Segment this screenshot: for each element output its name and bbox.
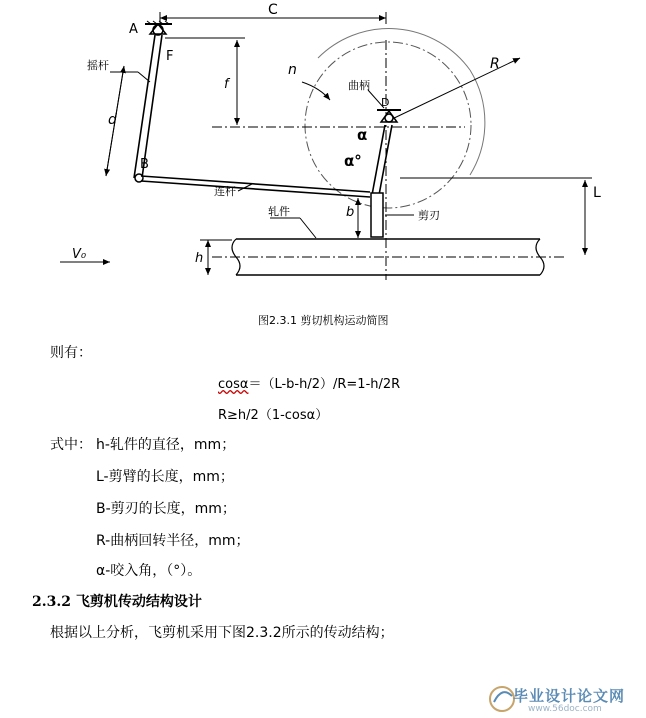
variable-r: R-曲柄回转半径，mm； xyxy=(96,533,250,549)
body-paragraph: 根据以上分析，飞剪机采用下图2.3.2所示的传动结构； xyxy=(50,625,394,641)
label-crank: 曲柄 xyxy=(348,79,370,92)
connecting-rod xyxy=(141,176,370,197)
where-label: 式中： xyxy=(50,437,92,453)
label-d-point: D xyxy=(381,96,390,109)
watermark-title: 毕业设计论文网 xyxy=(513,687,626,705)
label-f-point: F xyxy=(166,49,174,64)
dimension-f xyxy=(165,38,245,125)
label-workpiece: 轧件 xyxy=(268,205,290,218)
label-b-point: B xyxy=(140,157,149,172)
radius-line xyxy=(390,58,520,120)
label-f: f xyxy=(224,77,229,92)
variable-l: L-剪臂的长度，mm； xyxy=(96,469,234,485)
pivot-a xyxy=(145,21,172,35)
figure-caption: 图2.3.1 剪切机构运动简图 xyxy=(258,314,389,327)
mechanism-diagram xyxy=(0,0,646,300)
label-h: h xyxy=(195,251,204,266)
variable-h: h-轧件的直径，mm； xyxy=(96,437,236,453)
watermark-url: www.56doc.com xyxy=(528,704,602,714)
variable-b: B-剪刃的长度，mm； xyxy=(96,501,236,517)
intro-text: 则有： xyxy=(50,345,92,361)
label-a: A xyxy=(129,22,138,37)
equation-1-cos: cosα xyxy=(218,377,249,392)
label-v0: V₀ xyxy=(72,247,87,262)
label-rocker: 摇杆 xyxy=(87,59,109,72)
label-b: b xyxy=(346,205,355,220)
variable-alpha-line: α-咬入角，（°）。 xyxy=(96,563,202,579)
section-heading: 2.3.2 飞剪机传动结构设计 xyxy=(32,594,202,610)
workpiece xyxy=(212,239,565,275)
label-r: R xyxy=(490,56,500,72)
label-link: 连杆 xyxy=(214,185,236,198)
equation-1-rest: ＝（L-b-h/2）/R=1-h/2R xyxy=(248,377,401,392)
label-c: C xyxy=(268,2,278,18)
label-alpha0: α° xyxy=(344,152,362,170)
label-alpha: α xyxy=(357,126,368,144)
blade xyxy=(371,193,383,237)
label-l: L xyxy=(593,185,601,201)
equation-1 xyxy=(218,373,400,392)
label-d: d xyxy=(108,112,117,128)
equation-2: R≥h/2（1-cosα） xyxy=(218,408,329,423)
label-blade: 剪刃 xyxy=(418,209,440,222)
label-n: n xyxy=(288,62,297,78)
crank-arm xyxy=(372,125,392,195)
